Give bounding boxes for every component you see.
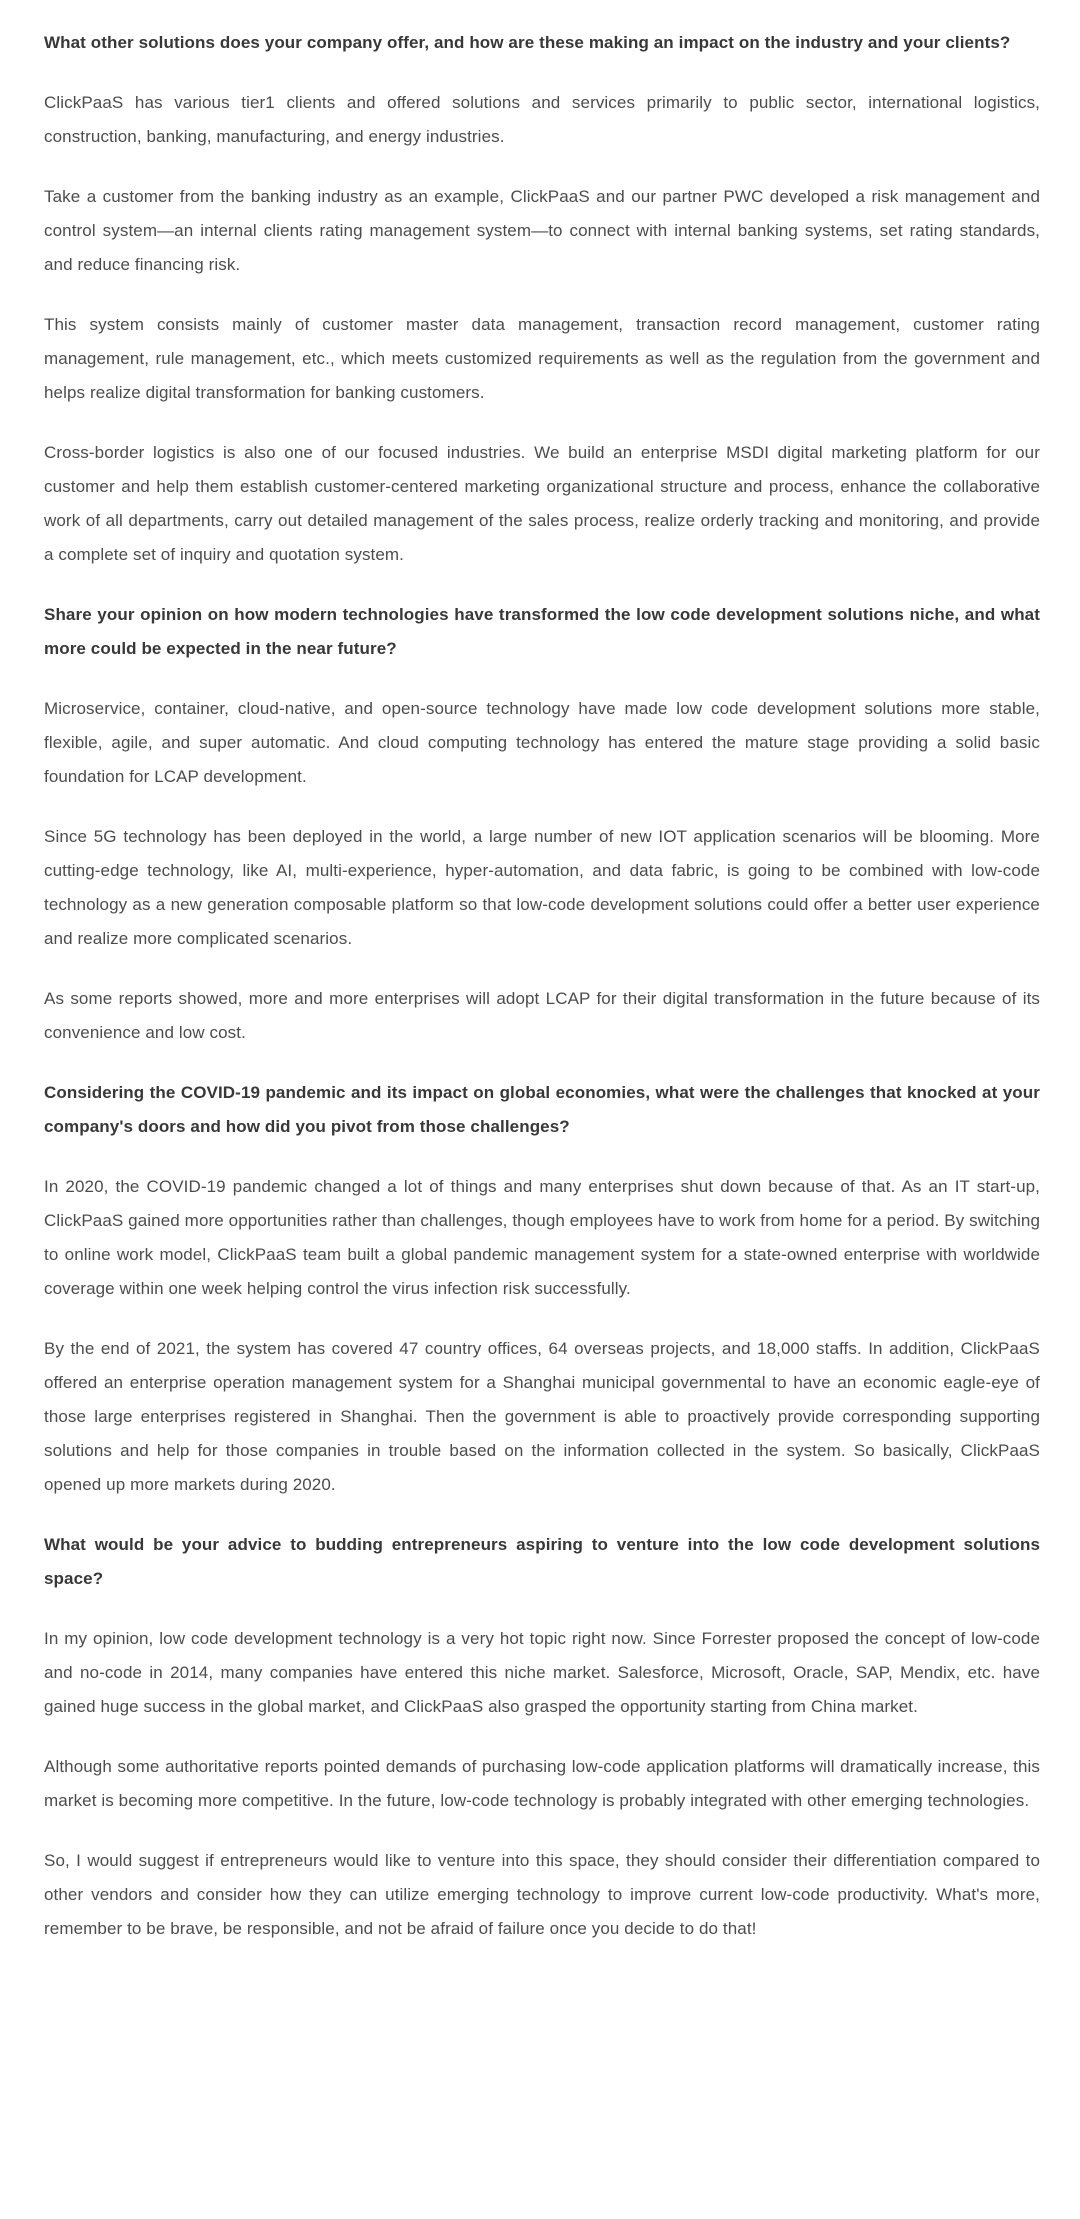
interview-answer-paragraph: ClickPaaS has various tier1 clients and offered solutions and services primarily to public sector, international logistics, construction, banking, manufacturing, and energy industries. (44, 93, 1040, 146)
interview-question: What other solutions does your company offer, and how are these making an impact on the industry and your clients? (44, 33, 1011, 52)
interview-answer-paragraph: In my opinion, low code development technology is a very hot topic right now. Since Forrester proposed the concept of low-code and no-code in 2014, many companies have entered this niche market. Salesforce, Microsoft, Oracle, SAP, Mendix, etc. have gained huge success in the global market, and ClickPaaS also grasped the opportunity starting from China market. (44, 1629, 1040, 1716)
interview-answer-paragraph: This system consists mainly of customer master data management, transaction record management, customer rating management, rule management, etc., which meets customized requirements as well as the regulation from the government and helps realize digital transformation for banking customers. (44, 315, 1040, 402)
interview-question: What would be your advice to budding entrepreneurs aspiring to venture into the low code development solutions space? (44, 1535, 1040, 1588)
interview-answer-paragraph: As some reports showed, more and more enterprises will adopt LCAP for their digital transformation in the future because of its convenience and low cost. (44, 989, 1040, 1042)
interview-answer-paragraph: In 2020, the COVID-19 pandemic changed a lot of things and many enterprises shut down because of that. As an IT start-up, ClickPaaS gained more opportunities rather than challenges, though employees have to work from home for a period. By switching to online work model, ClickPaaS team built a global pandemic management system for a state-owned enterprise with worldwide coverage within one week helping control the virus infection risk successfully. (44, 1177, 1040, 1298)
interview-question: Considering the COVID-19 pandemic and its impact on global economies, what were the challenges that knocked at your company's doors and how did you pivot from those challenges? (44, 1083, 1040, 1136)
interview-answer-paragraph: Since 5G technology has been deployed in the world, a large number of new IOT application scenarios will be blooming. More cutting-edge technology, like AI, multi-experience, hyper-automation, and data fabric, is going to be combined with low-code technology as a new generation composable platform so that low-code development solutions could offer a better user experience and realize more complicated scenarios. (44, 827, 1040, 948)
interview-answer-paragraph: By the end of 2021, the system has covered 47 country offices, 64 overseas projects, and 18,000 staffs. In addition, ClickPaaS offered an enterprise operation management system for a Shanghai municipal governmental to have an economic eagle-eye of those large enterprises registered in Shanghai. Then the government is able to proactively provide corresponding supporting solutions and help for those companies in trouble based on the information collected in the system. So basically, ClickPaaS opened up more markets during 2020. (44, 1339, 1040, 1494)
interview-answer-paragraph: So, I would suggest if entrepreneurs would like to venture into this space, they should consider their differentiation compared to other vendors and consider how they can utilize emerging technology to improve current low-code productivity. What's more, remember to be brave, be responsible, and not be afraid of failure once you decide to do that! (44, 1851, 1040, 1938)
interview-answer-paragraph: Microservice, container, cloud-native, and open-source technology have made low code development solutions more stable, flexible, agile, and super automatic. And cloud computing technology has entered the mature stage providing a solid basic foundation for LCAP development. (44, 699, 1040, 786)
interview-answer-paragraph: Cross-border logistics is also one of our focused industries. We build an enterprise MSDI digital marketing platform for our customer and help them establish customer-centered marketing organizational structure and process, enhance the collaborative work of all departments, carry out detailed management of the sales process, realize orderly tracking and monitoring, and provide a complete set of inquiry and quotation system. (44, 443, 1040, 564)
interview-answer-paragraph: Take a customer from the banking industry as an example, ClickPaaS and our partner PWC developed a risk management and control system—an internal clients rating management system—to connect with internal banking systems, set rating standards, and reduce financing risk. (44, 187, 1040, 274)
interview-question: Share your opinion on how modern technologies have transformed the low code development solutions niche, and what more could be expected in the near future? (44, 605, 1040, 658)
interview-answer-paragraph: Although some authoritative reports pointed demands of purchasing low-code application platforms will dramatically increase, this market is becoming more competitive. In the future, low-code technology is probably integrated with other emerging technologies. (44, 1757, 1040, 1810)
